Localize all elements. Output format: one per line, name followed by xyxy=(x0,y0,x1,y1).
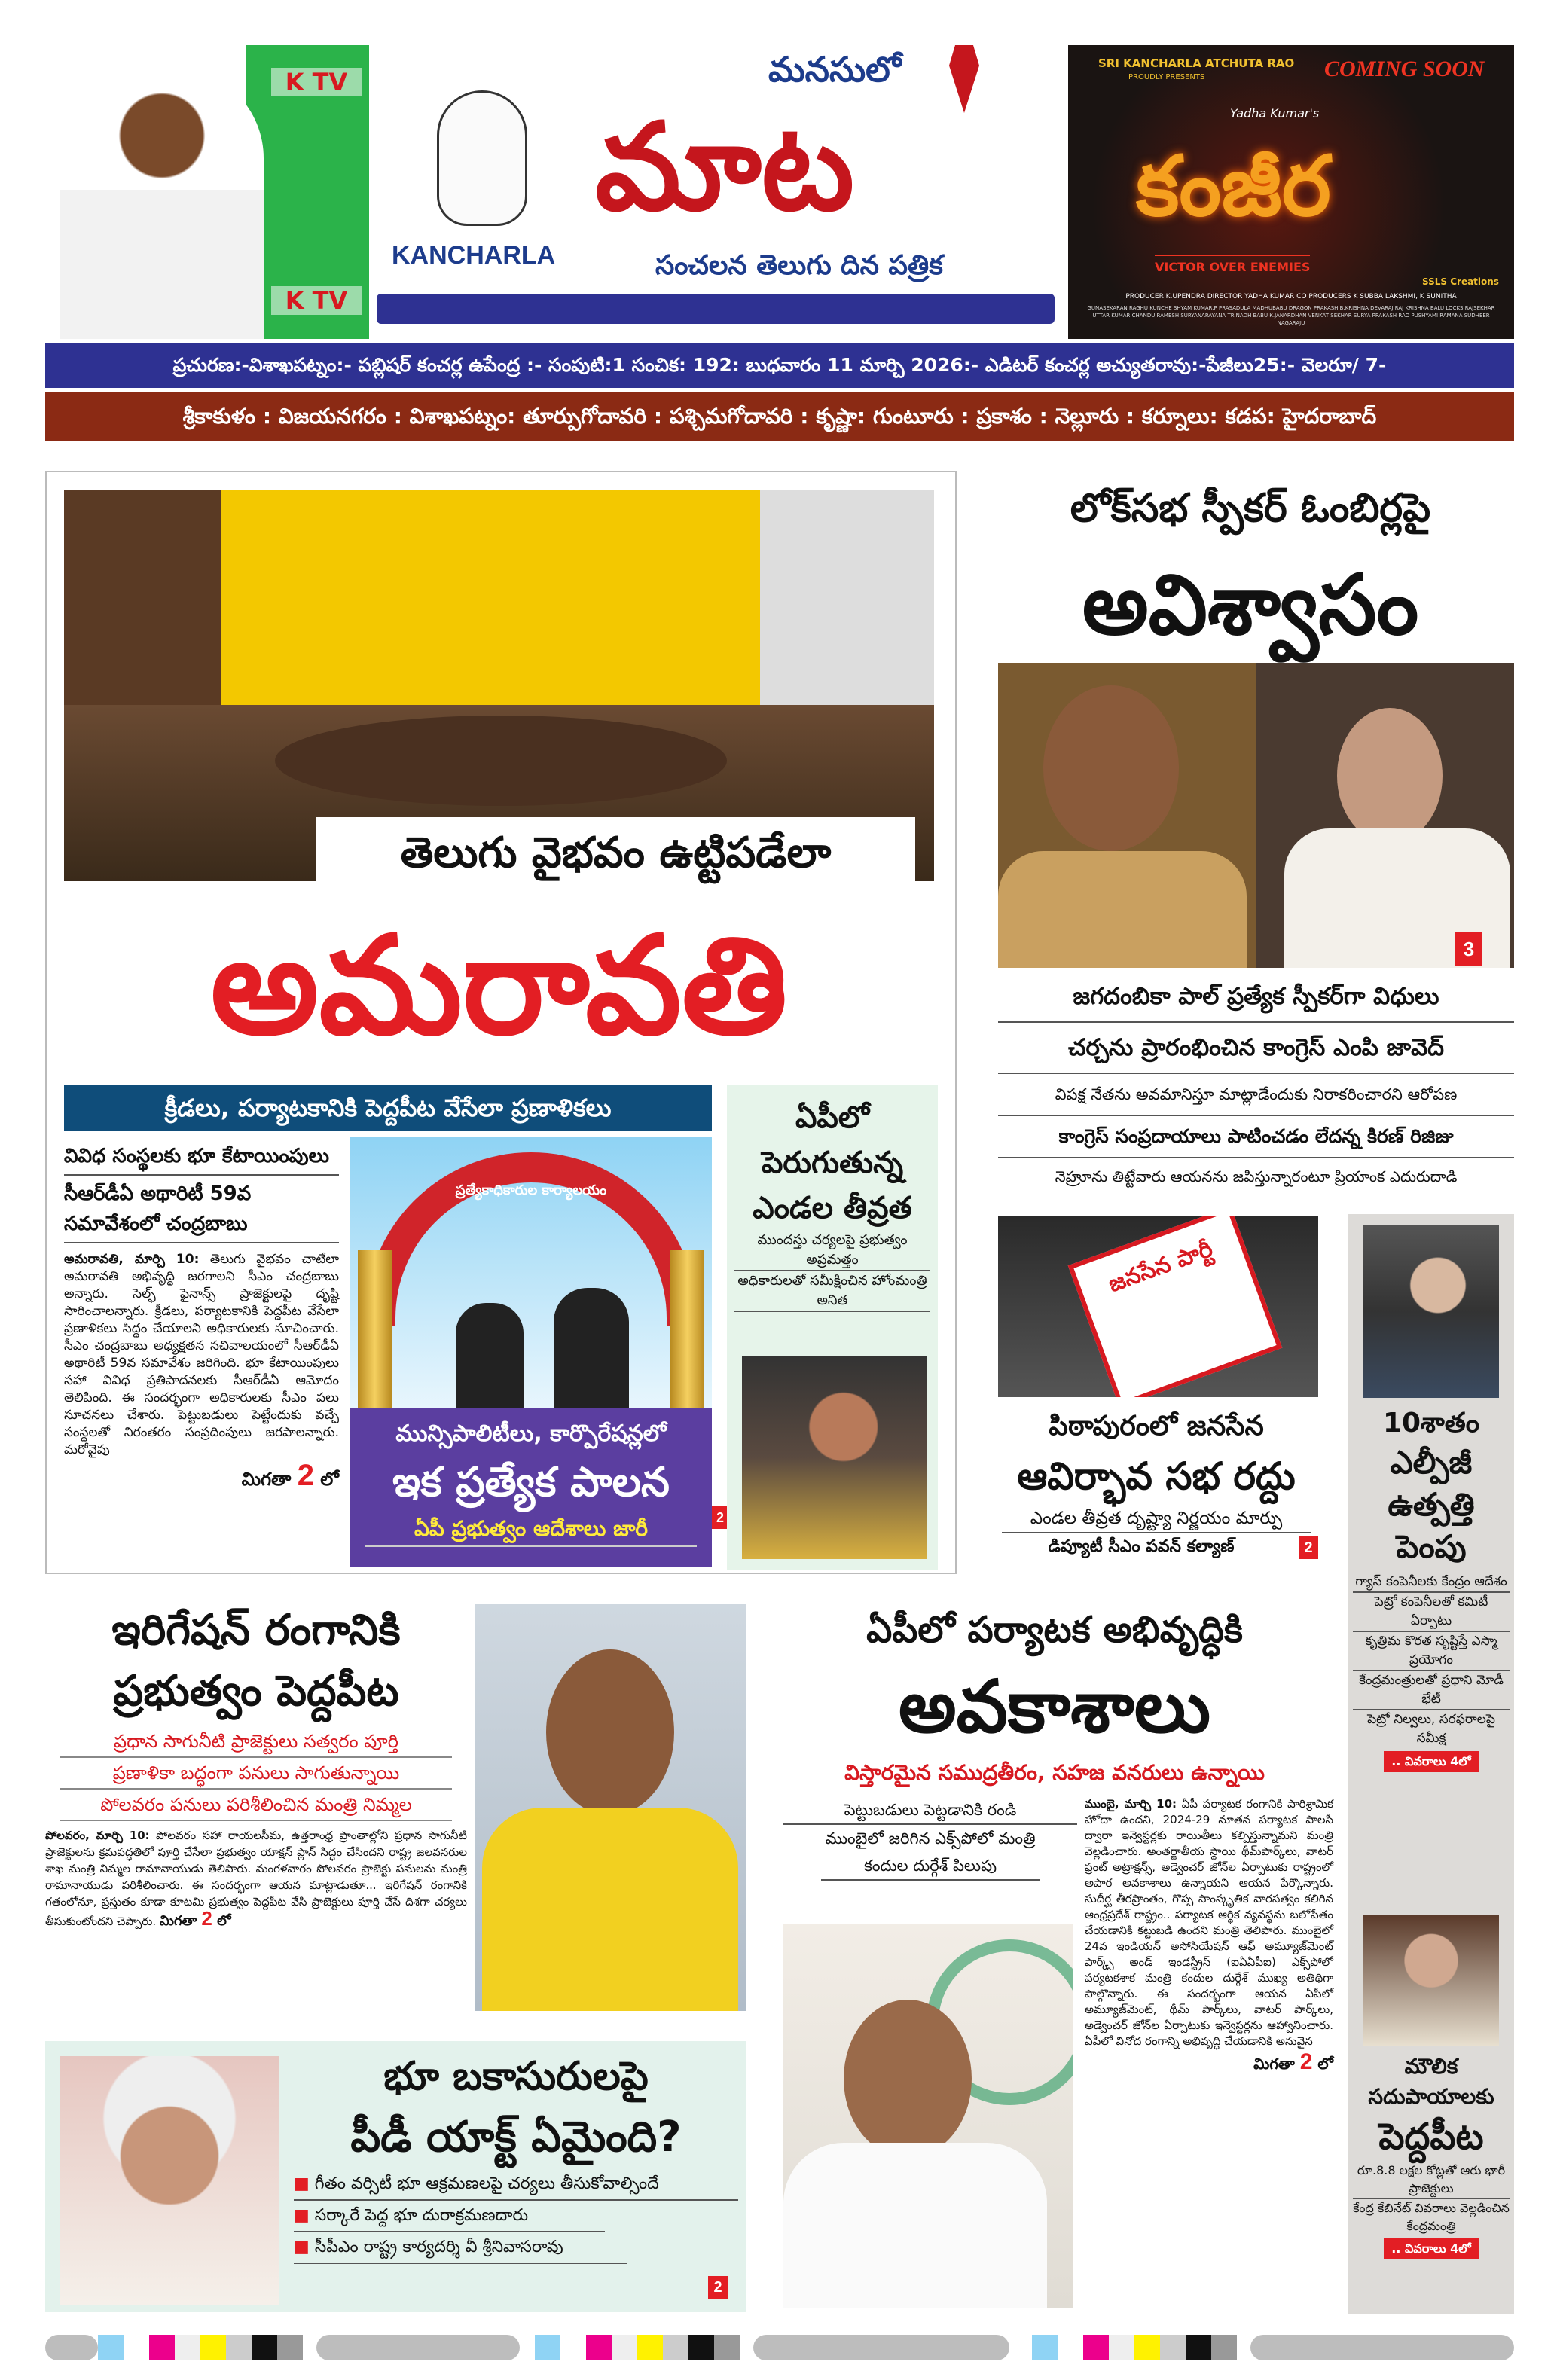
infra-kicker-1: మౌలిక xyxy=(1404,2054,1458,2079)
masthead xyxy=(377,45,1055,331)
ad-coming-soon: COMING SOON xyxy=(1324,56,1485,81)
speaker-page-badge[interactable]: 3 xyxy=(1455,932,1482,966)
founder-name: KANCHARLA xyxy=(392,241,556,270)
lpg-headline-2: ఎల్పీజీ xyxy=(1390,1444,1473,1481)
print-register-bar xyxy=(45,2335,98,2360)
masthead-blue-rule xyxy=(377,294,1055,324)
lpg-headline-3: ఉత్పత్తి xyxy=(1388,1486,1475,1523)
union-minister-photo xyxy=(1363,1915,1499,2046)
ad-studio: SSLS Creations xyxy=(1422,276,1499,287)
lead-side-head-2: సీఆర్‌డీఏ అథారిటీ 59వ సమావేశంలో చంద్రబాబు xyxy=(64,1179,339,1243)
heat-headline-1: ఏపీలో xyxy=(795,1100,870,1135)
pen-nib-icon xyxy=(949,45,979,113)
print-register-bar xyxy=(316,2335,520,2360)
infra-point-2: కేంద్ర కేబినేట్ వివరాలు వెల్లడించిన కేంద్రమంత్రి xyxy=(1353,2201,1510,2233)
lpg-point-4: కేంద్రమంత్రులతో ప్రధాని మోడీ భేటీ xyxy=(1353,1671,1510,1710)
janasena-flag-photo xyxy=(998,1216,1318,1397)
janasena-page-badge[interactable]: 2 xyxy=(1299,1536,1318,1559)
speaker-line-4: కాంగ్రెస్ సంప్రదాయాలు పాటించడం లేదన్న కిరణ్ రిజిజు xyxy=(998,1116,1514,1158)
land-headline-1: భూ బకాసురులపై xyxy=(383,2054,649,2099)
home-minister-photo xyxy=(742,1356,927,1559)
heat-headline-2: పెరుగుతున్న xyxy=(761,1146,904,1180)
tourism-sub-2: ముంబైలో జరిగిన ఎక్స్‌పోలో మంత్రి xyxy=(825,1829,1036,1848)
lead-body: అమరావతి, మార్చి 10: తెలుగు వైభవం చాటేలా అమరావతి అభివృద్ధి జరగాలని సీఎం చంద్రబాబు అన్నారు. సెల్ఫ్ ఫైనాన్స్ ప్రాజెక్టులపై దృష్టి సారించాలన్నారు. క్రీడలు, పర్యాటకానికి పెద్దపీట వేసేలా ప్రణాళికలు సిద్ధం చేయాలని అధికారులకు సూచించారు. సీఎం చంద్రబాబు అధ్యక్షతన సచివాలయంలో సీఆర్‌డీఏ అథారిటీ 59వ సమావేశం జరిగింది. భూ కేటాయింపులు సహా వివిధ ప్రతిపాదనలకు సీఆర్‌డీఏ ఆమోదం తెలిపింది. ఈ సందర్భంగా అధికారులకు సీఎం పలు సూచనలు చేశారు. పెట్టుబడులు పెట్టేందుకు వచ్చే సంస్థలతో నిరంతరం సంప్రదింపులు జరపాలన్నారు. మరోవైపు xyxy=(64,1252,339,1457)
tourism-body: ముంబై, మార్చి 10: ఏపీ పర్యాటక రంగానికి పారిశ్రామిక హోదా ఉందని, 2024-29 నూతన పర్యాటక పాలసీ ద్వారా ఇన్వెస్టర్లకు రాయితీలు కల్పిస్తున్నామని మంత్రి వెల్లడించారు. అంతర్జాతీయ స్థాయి థీమ్‌పార్క్‌లు, వాటర్ ఫ్రంట్ అట్రాక్షన్స్, అడ్వెంచర్ జోన్‌ల ఏర్పాటుకు రాష్ట్రంలో అపార అవకాశాలు ఉన్నాయని ఆయన పేర్కొన్నారు. సుదీర్ఘ తీరప్రాంతం, గొప్ప సాంస్కృతిక వారసత్వం కలిగిన ఆంధ్రప్రదేశ్ రాష్ట్రం.. పర్యాటక ఆర్థిక వ్యవస్థను బలోపేతం చేయడానికి కట్టుబడి ఉందని మంత్రి తెలిపారు. ముంబైలో 24వ ఇండియన్ అసోసియేషన్ ఆఫ్ అమ్యూజ్‌మెంట్ పార్క్స్ అండ్ ఇండస్ట్రీస్ (ఐఏఏపీఐ) ఎక్స్‌పోలో పర్యటకశాక మంత్రి కందుల దుర్గేశ్ ముఖ్య అతిథిగా పాల్గొన్నారు. ఈ సందర్భంగా ఆయన ఏపీలో అమ్యూజ్‌మెంట్, థీమ్ పార్క్‌లు, వాటర్ పార్క్‌లు, అడ్వెంచర్ జోన్‌ల ఏర్పాటుకు ఇన్వెస్టర్లను ఆహ్వానించారు. ఏపీలో వినోద రంగాన్ని అభివృద్ధి చేయడానికి అనువైన xyxy=(1085,1797,1333,2048)
cpm-leader-photo xyxy=(60,2056,279,2305)
lpg-headline-4: పెంపు xyxy=(1396,1528,1467,1565)
land-grab-box xyxy=(45,2041,746,2312)
irrigation-body: పోలవరం, మార్చి 10: పోలవరం సహా రాయలసీమ, ఉత్తరాంధ్ర ప్రాంతాల్లోని ప్రధాన సాగునీటి ప్రాజెక్టులను క్రమపద్ధతిలో పూర్తి చేసేలా ప్రభుత్వం యాక్షన్ ప్లాన్ సిద్ధం చేసిందని రాష్ట్ర జలవనరుల శాఖ మంత్రి నిమ్మల రామానాయుడు తెలిపారు. మంగళవారం పోలవరం ప్రాజెక్టు పనులను మంత్రి రామానాయుడు పరిశీలించారు. ఈ సందర్భంగా ఆయన మాట్లాడుతూ... ఇరిగేషన్ రంగానికి గతంలోనూ, ప్రస్తుతం కూడా కూటమి ప్రభుత్వం పెద్దపీట వేసి ప్రాజెక్టులు పూర్తి చేసే దిశగా చర్యలు తీసుకుంటోందని చెప్పారు. మిగతా 2 లో xyxy=(45,1829,467,1930)
tourism-sub-3: కందుల దుర్గేశ్ పిలుపు xyxy=(821,1852,1040,1881)
lpg-point-5: పెట్రో నిల్వలు, సరఫరాలపై సమీక్ష xyxy=(1367,1712,1495,1746)
movie-advertisement[interactable] xyxy=(1068,45,1514,339)
municipal-box xyxy=(350,1408,712,1567)
speaker-line-2: చర్చను ప్రారంభించిన కాంగ్రెస్ ఎంపి జావెద్ xyxy=(998,1023,1514,1074)
infra-kicker-2: సదుపాయాలకు xyxy=(1368,2084,1494,2109)
speaker-photo xyxy=(998,663,1514,968)
ktv-logo: K TV xyxy=(271,68,362,96)
flag-text: జనసేన పార్టీ xyxy=(1068,1216,1283,1397)
ad-movie-title: కంజీర xyxy=(1136,138,1331,234)
ad-presenter: SRI KANCHARLA ATCHUTA RAO xyxy=(1098,56,1295,70)
speaker-lines xyxy=(998,972,1514,1195)
speaker-line-5: నెహ్రూను తిట్టేవారు ఆయనను జపిస్తున్నారంటూ ప్రియాంక ఎదురుదాడి xyxy=(1055,1167,1458,1185)
lpg-point-1: గ్యాస్ కంపెనీలకు కేంద్రం ఆదేశం xyxy=(1353,1573,1510,1593)
print-color-strip xyxy=(535,2335,740,2360)
lpg-more-link[interactable]: .. వివరాలు 4లో xyxy=(1384,1751,1479,1772)
lead-continued-link[interactable]: మిగతా 2 లో xyxy=(241,1459,339,1492)
infra-more-link[interactable]: .. వివరాలు 4లో xyxy=(1384,2238,1479,2259)
irrigation-sub-2: ప్రణాళికా బద్ధంగా పనులు సాగుతున్నాయి xyxy=(60,1758,452,1790)
land-bullet-3: ■ సీపీఎం రాష్ట్ర కార్యదర్శి వీ శ్రీనివాసరావు xyxy=(294,2232,627,2264)
lead-dateline: అమరావతి, మార్చి 10: xyxy=(64,1252,200,1267)
heat-sub-2: అధికారులతో సమీక్షించిన హోంమంత్రి అనిత xyxy=(734,1271,930,1312)
janasena-sub-1: ఎండల తీవ్రత దృష్ట్యా నిర్ణయం మార్పు xyxy=(1002,1505,1311,1533)
founder-sketch xyxy=(437,90,527,226)
brand-small: మనసులో xyxy=(768,49,902,90)
tourism-story xyxy=(776,1601,1333,1791)
ktv-advertisement[interactable] xyxy=(45,45,369,339)
lead-subbar: క్రీడలు, పర్యాటకానికి పెద్దపీట వేసేలా ప్రణాళికలు xyxy=(64,1085,712,1131)
irrigation-sub-3: పోలవరం పనులు పరిశీలించిన మంత్రి నిమ్మల xyxy=(60,1790,452,1821)
lpg-point-3: కృత్రిమ కొరత సృష్టిస్తే ఎస్మా ప్రయోగం xyxy=(1353,1632,1510,1671)
minister-durgesh-photo xyxy=(783,1924,1073,2308)
municipal-page-badge[interactable]: 2 xyxy=(712,1506,728,1529)
brand-title: మాట xyxy=(595,96,855,237)
lpg-point-2: పెట్రో కంపెనీలతో కమిటీ ఏర్పాటు xyxy=(1353,1593,1510,1632)
lead-headline: అమరావతి xyxy=(210,908,788,1065)
tourism-sub-1: పెట్టుబడులు పెట్టడానికి రండి xyxy=(783,1796,1077,1825)
print-color-strip xyxy=(1032,2335,1237,2360)
lpg-headline-1: 10శాతం xyxy=(1382,1408,1480,1439)
advertisement-person-photo xyxy=(60,68,264,339)
irrigation-sub-1: ప్రధాన సాగునీటి ప్రాజెక్టులు సత్వరం పూర్తి xyxy=(60,1726,452,1758)
speaker-headline: అవిశ్వాసం xyxy=(1082,557,1419,653)
tourism-continued-link[interactable]: మిగతా 2 లో xyxy=(1253,2049,1333,2074)
speaker-line-1: జగదంబికా పాల్ ప్రత్యేక స్పీకర్‌గా విధులు xyxy=(998,972,1514,1023)
ad-director-credit: Yadha Kumar's xyxy=(1230,106,1320,121)
publication-info-bar: ప్రచురణ:-విశాఖపట్నం:- పబ్లిషర్ కంచర్ల ఉపేంద్ర :- సంపుటి:1 సంచిక: 192: బుధవారం 11 మార్చి 2026:- ఎడిటర్ కంచర్ల అచ్యుతరావు:-పేజీలు25:- వెలరూ/ 7- xyxy=(45,343,1514,388)
right-grey-column xyxy=(1348,1214,1514,2314)
infra-point-1: రూ.8.8 లక్షల కోట్లతో ఆరు భారీ ప్రాజెక్టులు xyxy=(1353,2162,1510,2199)
lead-side-head-1: వివిధ సంస్థలకు భూ కేటాయింపులు xyxy=(64,1141,339,1176)
tourism-headline: అవకాశాలు xyxy=(898,1664,1211,1749)
land-bullet-2: ■ సర్కారే పెద్ద భూ దురాక్రమణదారు xyxy=(294,2201,605,2232)
tourism-kicker: ఏపీలో పర్యాటక అభివృద్ధికి xyxy=(866,1609,1243,1651)
irrigation-continued-link[interactable]: మిగతా 2 లో xyxy=(159,1907,231,1930)
print-register-bar xyxy=(753,2335,1009,2360)
land-bullet-1: ■ గీతం వర్సిటీ భూ ఆక్రమణలపై చర్యలు తీసుకోవాల్సిందే xyxy=(294,2169,738,2201)
irrigation-headline-2: ప్రభుత్వం పెద్దపీట xyxy=(113,1667,399,1716)
municipal-office-illustration xyxy=(350,1137,712,1408)
municipal-line2: ఇక ప్రత్యేక పాలన xyxy=(392,1458,670,1506)
lead-kicker: తెలుగు వైభవం ఉట్టిపడేలా xyxy=(316,817,915,889)
land-headline-2: పీడీ యాక్ట్ ఏమైంది? xyxy=(350,2113,682,2162)
irrigation-headline-1: ఇరిగేషన్ రంగానికి xyxy=(111,1606,401,1655)
heat-sub-1: ముందస్తు చర్యలపై ప్రభుత్వం అప్రమత్తం xyxy=(734,1231,930,1271)
ad-credits-cast: GUNASEKARAN RAGHU KUNCHE SHYAM KUMAR.P PRASADULA MADHUBABU DRAGON PRAKASH B.KRISHNA DEVARAJ RAJ KRISHNA BALU LOCKS RAJSEKHAR UTTAR KUMAR CHANDU RAMESH SURYANARAYANA TRINADH BABU K.JANARDHAN VENKAT SEKHAR SURYA PRAKASH RAO PUSHYAMI RAMANA SUDHEER NAGARAJU xyxy=(1087,305,1495,326)
janasena-kicker: పిఠాపురంలో జనసేన xyxy=(1049,1411,1264,1442)
land-page-badge[interactable]: 2 xyxy=(708,2276,728,2299)
tourism-subs xyxy=(783,1796,1077,1881)
speaker-kicker: లోక్‌సభ స్పీకర్ ఓంబిర్లపై xyxy=(1070,486,1431,531)
ad-credits-main: PRODUCER K.UPENDRA DIRECTOR YADHA KUMAR CO PRODUCERS K SUBBA LAKSHMI, K SUNITHA xyxy=(1125,293,1457,301)
infra-headline: పెద్దపీట xyxy=(1378,2116,1484,2158)
heat-story-box xyxy=(727,1085,938,1570)
tourism-body-column xyxy=(1085,1796,1333,2076)
editions-cities-bar: శ్రీకాకుళం : విజయనగరం : విశాఖపట్నం: తూర్పుగోదావరి : పశ్చిమగోదావరి : కృష్ణా: గుంటూరు : ప్రకాశం : నెల్లూరు : కర్నూలు: కడప: హైదరాబాద్ xyxy=(45,392,1514,441)
janasena-sub-2: డిప్యూటీ సీఎం పవన్ కల్యాణ్ xyxy=(1048,1537,1235,1556)
municipal-line1: మున్సిపాలిటీలు, కార్పొరేషన్లలో xyxy=(395,1420,667,1447)
print-register-bar xyxy=(1250,2335,1514,2360)
ad-presenter-sub: PROUDLY PRESENTS xyxy=(1128,73,1205,81)
speaker-line-3: విపక్ష నేతను అవమానిస్తూ మాట్లాడేందుకు నిరాకరించారని ఆరోపణ xyxy=(998,1074,1514,1116)
ad-movie-tagline: VICTOR OVER ENEMIES xyxy=(1155,255,1310,276)
tagline: సంచలన తెలుగు దిన పత్రిక xyxy=(655,250,943,281)
heat-headline-3: ఎండల తీవ్రత xyxy=(753,1191,912,1225)
municipal-line3: ఏపీ ప్రభుత్వం ఆదేశాలు జారీ xyxy=(365,1512,697,1547)
modi-photo xyxy=(1363,1225,1499,1398)
minister-nimmala-photo xyxy=(475,1604,746,2011)
lead-side-column xyxy=(64,1141,339,1494)
tourism-red-sub: విస్తారమైన సముద్రతీరం, సహజ వనరులు ఉన్నాయి xyxy=(844,1760,1265,1785)
print-color-strip xyxy=(98,2335,303,2360)
janasena-headline: ఆవిర్భావ సభ రద్దు xyxy=(1017,1454,1296,1498)
janasena-story xyxy=(987,1405,1326,1561)
irrigation-story xyxy=(45,1601,467,1930)
ktv-logo-bottom: K TV xyxy=(271,286,362,315)
arch-banner: ప్రత్యేకాధికారుల కార్యాలయం xyxy=(365,1152,697,1326)
